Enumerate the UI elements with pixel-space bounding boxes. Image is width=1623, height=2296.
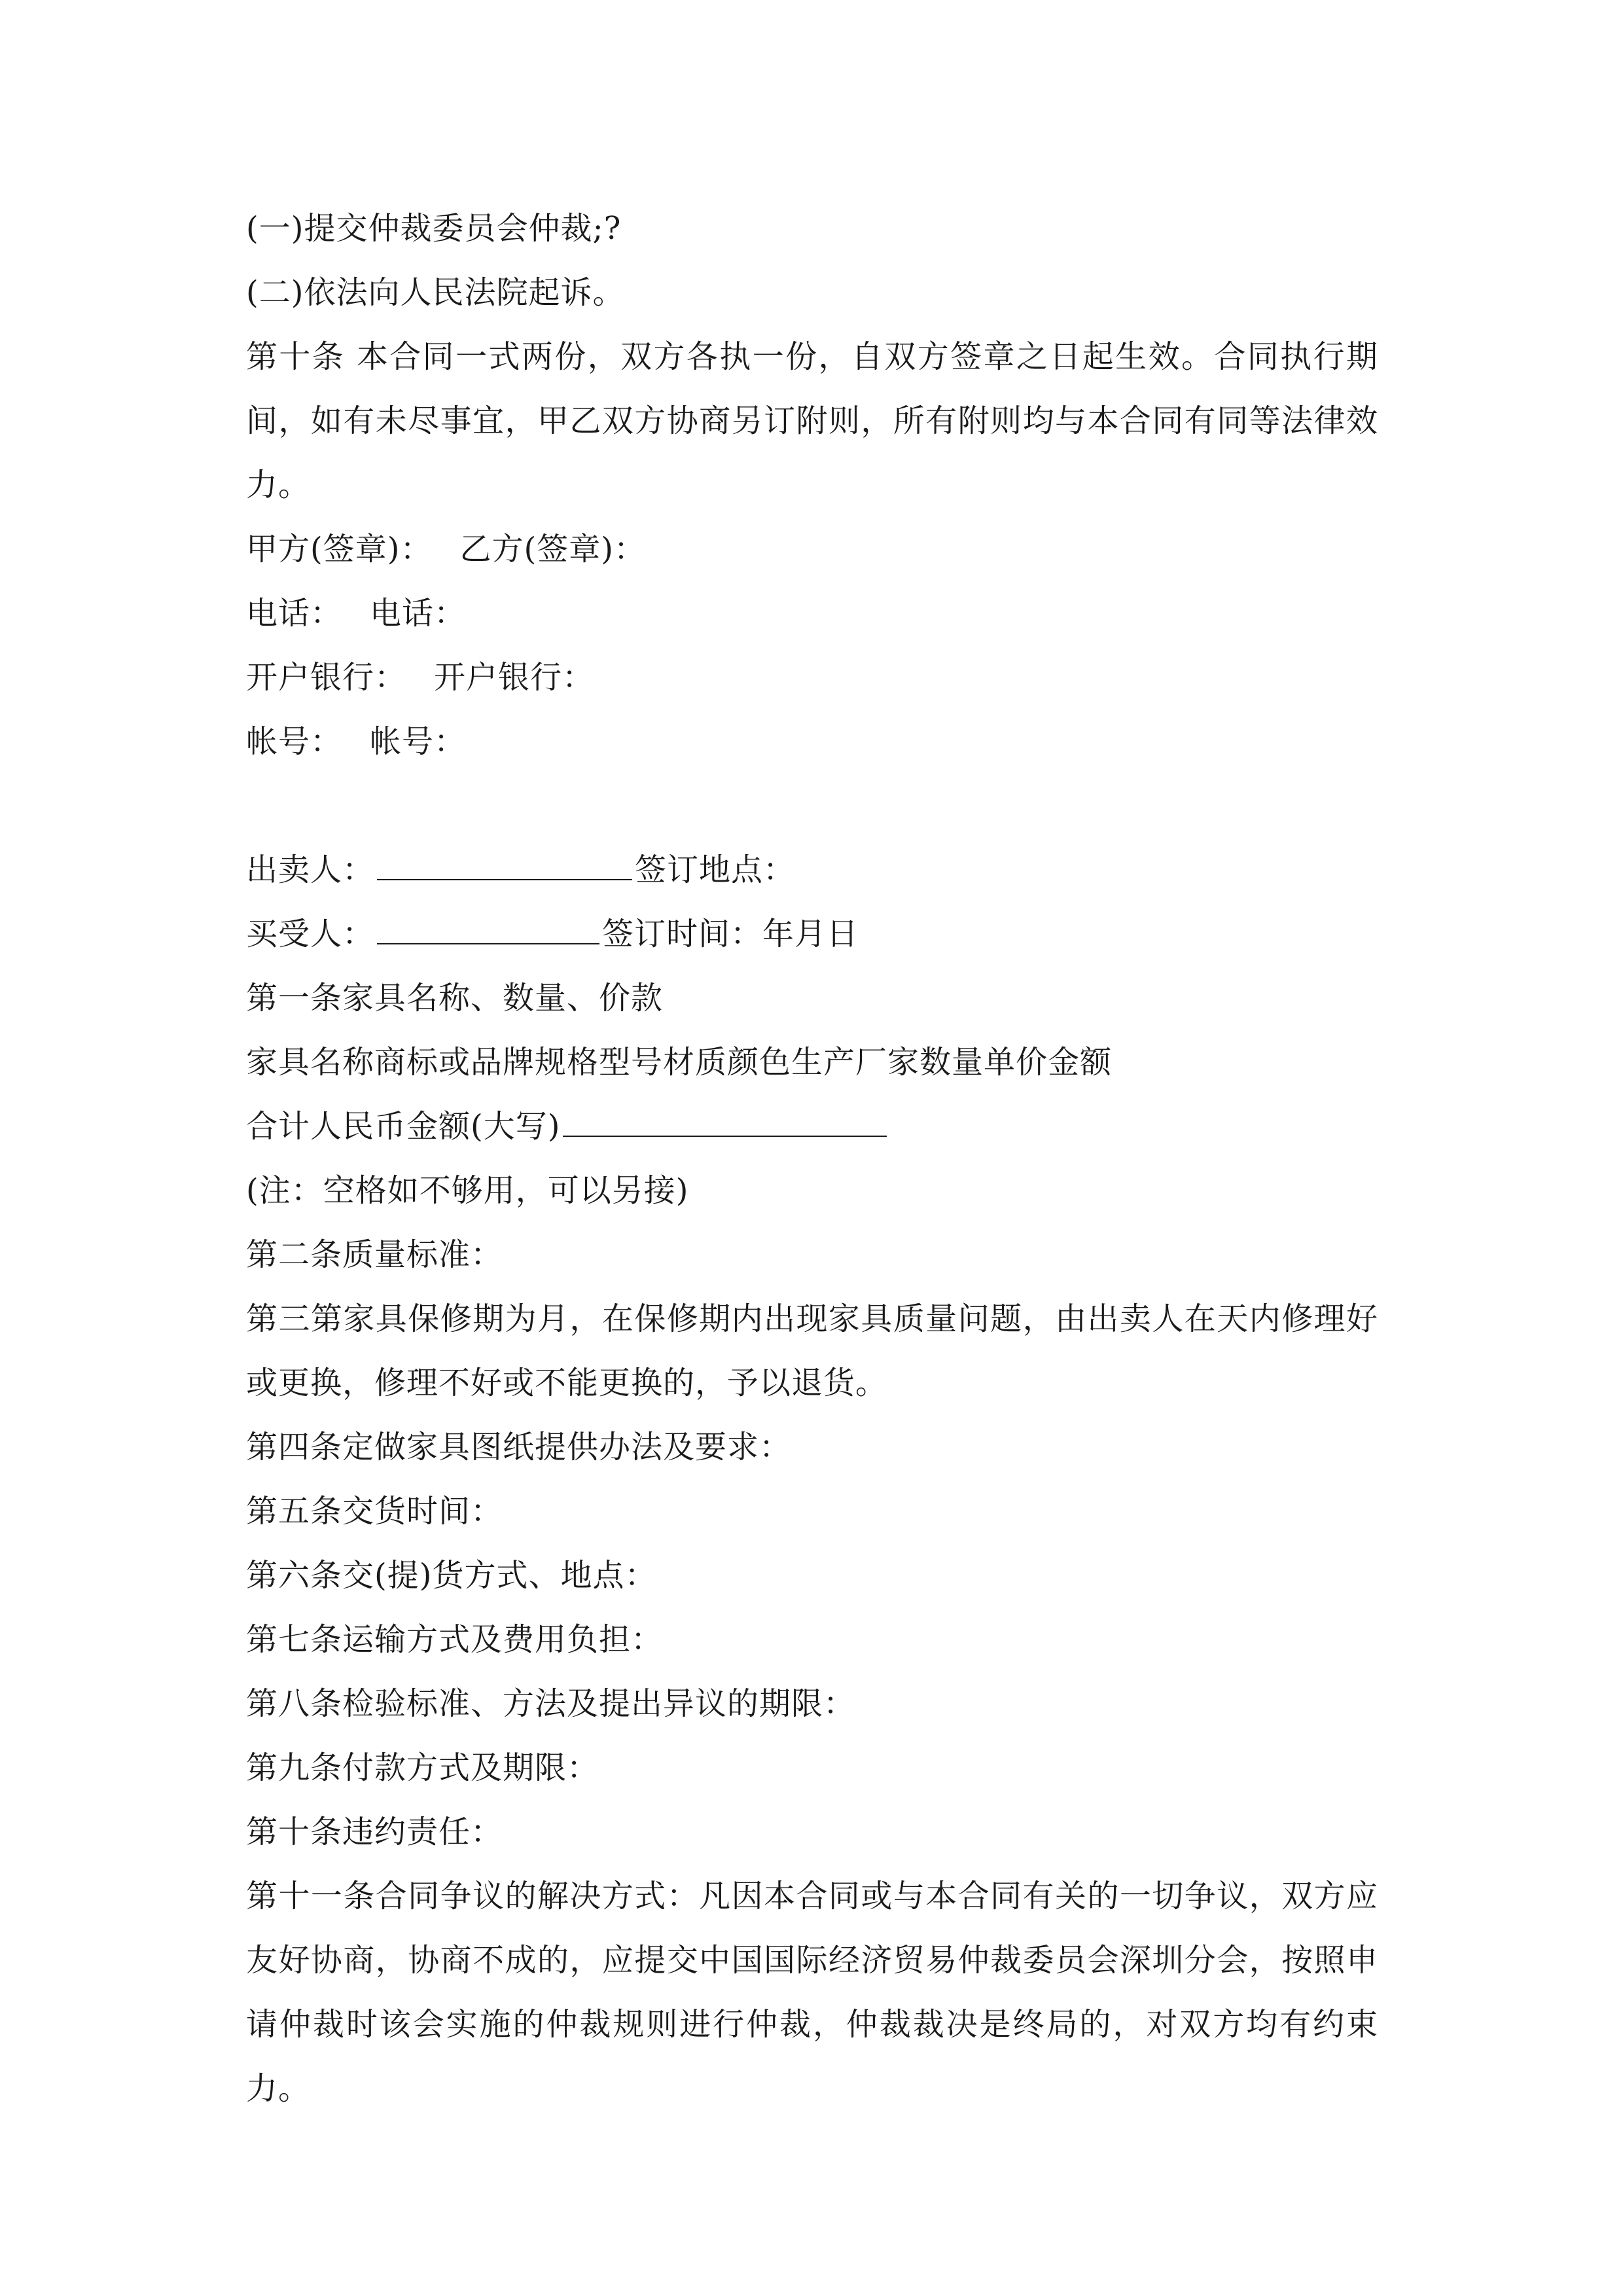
goods-table-header: 家具名称商标或品牌规格型号材质颜色生产厂家数量单价金额: [246, 1044, 1113, 1081]
article-four: 第四条定做家具图纸提供办法及要求：: [246, 1429, 792, 1465]
buyer-label: 买受人：: [246, 916, 375, 952]
bank-row: [246, 645, 1378, 709]
seal-row: [246, 517, 1378, 581]
phone-row: [246, 581, 1378, 645]
total-amount-label: 合计人民币金额(大写): [246, 1108, 561, 1145]
party-b-phone-label: 电话：: [370, 595, 467, 632]
article-six: 第六条交(提)货方式、地点：: [246, 1557, 657, 1594]
arbitration-option-one: (一)提交仲裁委员会仲裁;?: [246, 210, 622, 247]
article-two: 第二条质量标准：: [246, 1236, 503, 1273]
sign-place-label: 签订地点：: [635, 852, 796, 888]
party-a-account-label: 帐号：: [246, 723, 343, 760]
article-one: 第一条家具名称、数量、价款: [246, 980, 664, 1016]
party-b-account-label: 帐号：: [370, 723, 467, 760]
article-eleven: 第十一条合同争议的解决方式：凡因本合同或与本合同有关的一切争议，双方应友好协商，协商不成的，应提交中国国际经济贸易仲裁委员会深圳分会，按照申请仲裁时该会实施的仲裁规则进行仲裁，仲裁裁决是终局的，对双方均有约束力。: [246, 1878, 1378, 2107]
account-row: [246, 709, 1378, 774]
article-seven: 第七条运输方式及费用负担：: [246, 1621, 664, 1658]
article-eight: 第八条检验标准、方法及提出异议的期限：: [246, 1685, 856, 1722]
article-five: 第五条交货时间：: [246, 1493, 503, 1530]
total-fill-line: [563, 1099, 887, 1137]
buyer-row: [246, 902, 1378, 966]
seller-fill-line: [377, 842, 632, 880]
article-nine: 第九条付款方式及期限：: [246, 1749, 599, 1786]
article-ten-validity: 第十条 本合同一式两份，双方各执一份，自双方签章之日起生效。合同执行期间，如有未尽事宜，甲乙双方协商另订附则，所有附则均与本合同有同等法律效力。: [246, 338, 1378, 503]
total-row: [246, 1094, 1378, 1158]
party-b-seal-label: 乙方(签章)：: [459, 531, 646, 567]
contract-body: [246, 196, 1378, 2121]
party-a-bank-label: 开户银行：: [246, 659, 407, 696]
seller-label: 出卖人：: [246, 852, 375, 888]
party-b-bank-label: 开户银行：: [434, 659, 595, 696]
party-a-seal-label: 甲方(签章)：: [246, 531, 433, 567]
article-ten-liability: 第十条违约责任：: [246, 1814, 503, 1850]
buyer-fill-line: [377, 906, 599, 944]
section-gap: [246, 774, 1378, 838]
article-three: 第三第家具保修期为月，在保修期内出现家具质量问题，由出卖人在天内修理好或更换，修理不好或不能更换的，予以退货。: [246, 1300, 1378, 1401]
seller-row: [246, 838, 1378, 902]
party-a-phone-label: 电话：: [246, 595, 343, 632]
arbitration-option-two: (二)依法向人民法院起诉。: [246, 274, 625, 311]
sign-time-label: 签订时间：年月日: [602, 916, 859, 952]
table-note: (注：空格如不够用，可以另接): [246, 1172, 689, 1209]
